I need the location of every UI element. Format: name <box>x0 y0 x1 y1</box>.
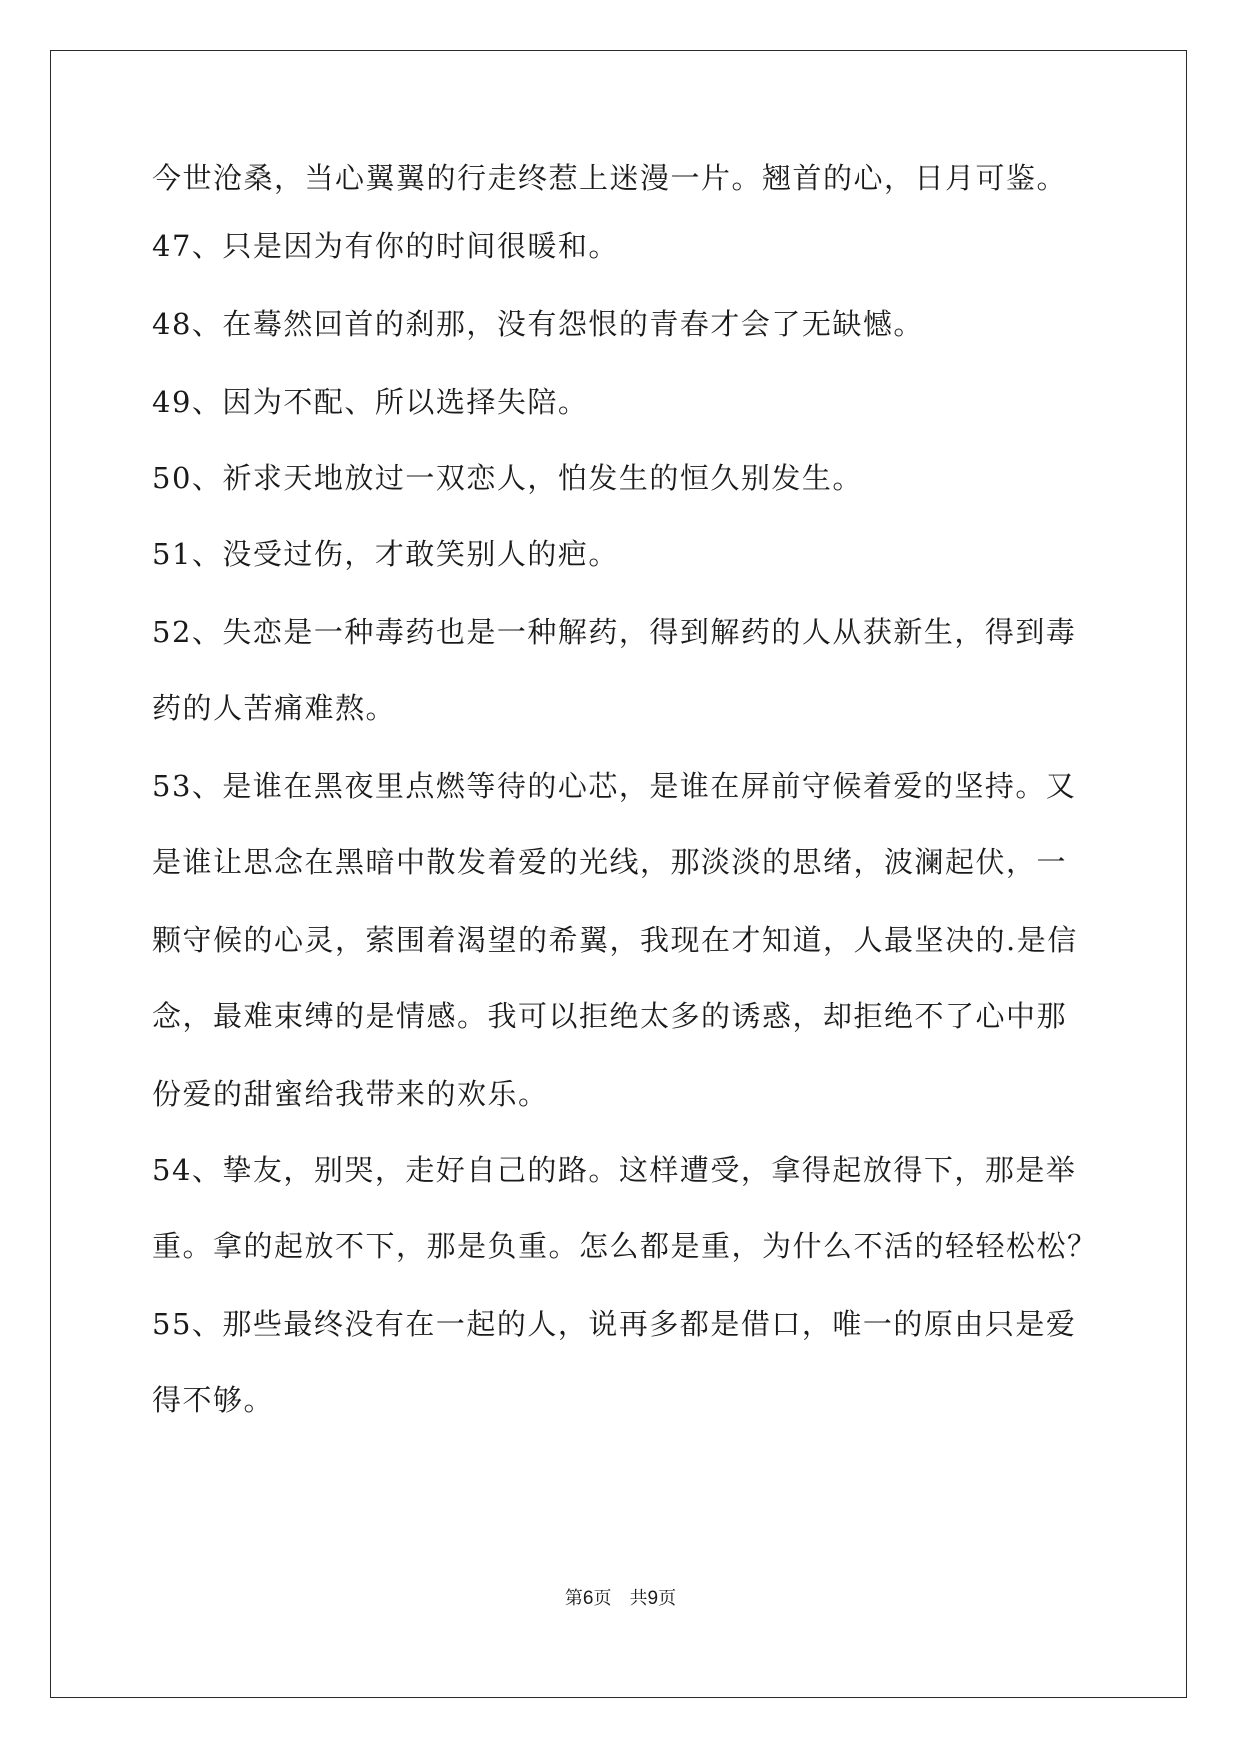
text-line: 54、挚友，别哭，走好自己的路。这样遭受，拿得起放得下，那是举 <box>152 1153 1077 1187</box>
text-line: 55、那些最终没有在一起的人，说再多都是借口，唯一的原由只是爱 <box>152 1307 1077 1341</box>
text-line: 52、失恋是一种毒药也是一种解药，得到解药的人从获新生，得到毒 <box>152 615 1077 649</box>
page-total: 9 <box>647 1588 659 1609</box>
text-line: 份爱的甜蜜给我带来的欢乐。 <box>152 1077 549 1111</box>
text-line: 49、因为不配、所以选择失陪。 <box>152 385 589 419</box>
text-line: 颗守候的心灵，萦围着渴望的希翼，我现在才知道，人最坚决的.是信 <box>152 923 1078 957</box>
text-line: 48、在蓦然回首的刹那，没有怨恨的青春才会了无缺憾。 <box>152 307 924 341</box>
total-suffix: 页 <box>658 1588 677 1609</box>
text-line: 53、是谁在黑夜里点燃等待的心芯，是谁在屏前守候着爱的坚持。又 <box>152 769 1077 803</box>
text-line: 得不够。 <box>152 1383 275 1417</box>
text-line: 今世沧桑，当心翼翼的行走终惹上迷漫一片。翘首的心，日月可鉴。 <box>152 161 1068 195</box>
page-suffix: 页 <box>593 1588 612 1609</box>
page-prefix: 第 <box>564 1588 583 1609</box>
text-line: 51、没受过伤，才敢笑别人的疤。 <box>152 537 619 571</box>
text-line: 是谁让思念在黑暗中散发着爱的光线，那淡淡的思绪，波澜起伏，一 <box>152 845 1068 879</box>
text-line: 药的人苦痛难熬。 <box>152 691 397 725</box>
page-current: 6 <box>582 1588 594 1609</box>
text-line: 50、祈求天地放过一双恋人，怕发生的恒久别发生。 <box>152 461 863 495</box>
text-line: 重。拿的起放不下，那是负重。怎么都是重，为什么不活的轻轻松松？ <box>152 1229 1098 1263</box>
text-line: 念，最难束缚的是情感。我可以拒绝太多的诱惑，却拒绝不了心中那 <box>152 999 1068 1033</box>
total-prefix: 共 <box>629 1588 648 1609</box>
text-line: 47、只是因为有你的时间很暖和。 <box>152 229 619 263</box>
page-footer <box>0 1587 1241 1611</box>
